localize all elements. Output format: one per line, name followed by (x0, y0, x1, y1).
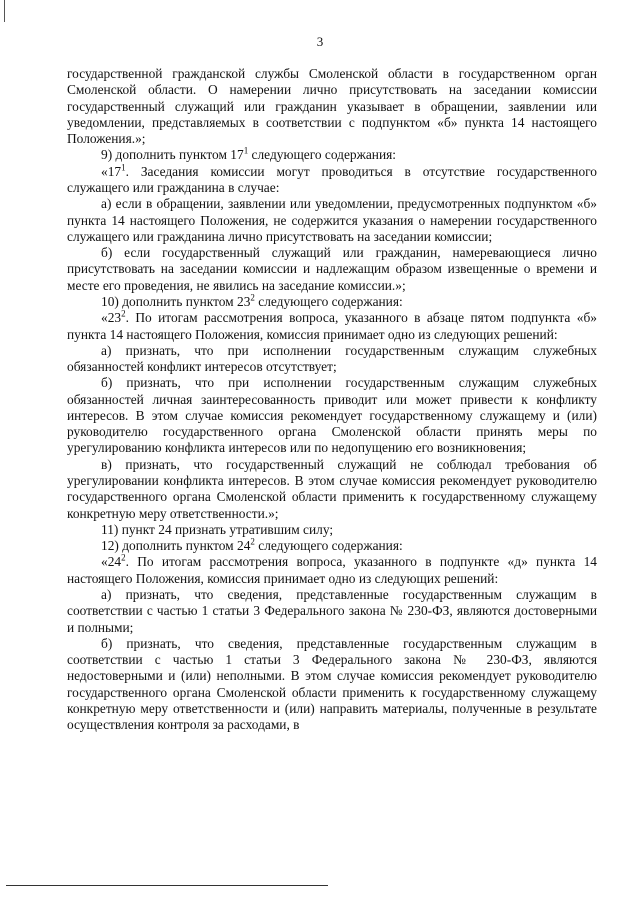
paragraph (67, 457, 597, 522)
paragraph-text: а) если в обращении, заявлении или уведомлении, предусмотренных подпунктом «б» пункта 14 настоящего Положения, не содержится указания о намерении государственного служащего или гражданина лично присутствовать на заседании комиссии; (67, 196, 597, 244)
paragraph (67, 375, 597, 456)
paragraph-text: б) признать, что сведения, представленные государственным служащим в соответствии с частью 1 статьи 3 Федерального закона № 230-ФЗ, являются недостоверными и (или) неполными. В этом случае комиссия рекомендует руководителю государственного органа Смоленской области применить к государственному служащему конкретную меру ответственности и (или) направить материалы, полученные в результате осуществления контроля за расходами, в (67, 635, 597, 733)
paragraph (67, 164, 597, 197)
paragraph-text: б) если государственный служащий или гражданин, намеревающиеся лично присутствовать на заседании комиссии и надлежащим образом извещенные о времени и месте его проведения, не явились на заседание комиссии.»; (67, 245, 597, 293)
paragraph (67, 587, 597, 636)
paragraph (67, 294, 597, 310)
paragraph-text: 10) дополнить пунктом 23 (101, 293, 251, 309)
page-number: 3 (316, 34, 324, 49)
paragraph (67, 636, 597, 734)
paragraph (67, 147, 597, 163)
paragraph (67, 310, 597, 343)
paragraph-text: а) признать, что сведения, представленные государственным служащим в соответствии с частью 1 статьи 3 Федерального закона № 230-ФЗ, являются достоверными и полными; (67, 587, 597, 635)
paragraph-text: следующего содержания: (248, 147, 397, 163)
superscript: 2 (121, 552, 126, 563)
superscript: 1 (121, 162, 126, 173)
paragraph-text: следующего содержания: (254, 293, 403, 309)
scan-edge-mark (4, 0, 5, 22)
paragraph-text: а) признать, что при исполнении государственным служащим служебных обязанностей конфликт интересов отсутствует; (67, 342, 597, 375)
paragraph (67, 538, 597, 554)
paragraph (67, 245, 597, 294)
paragraph-text: следующего содержания: (254, 538, 403, 554)
paragraph (67, 66, 597, 147)
paragraph-text: 11) пункт 24 признать утратившим силу; (101, 521, 334, 537)
paragraph-text: 12) дополнить пунктом 24 (101, 538, 251, 554)
paragraph (67, 196, 597, 245)
paragraph (67, 554, 597, 587)
paragraph-text: . По итогам рассмотрения вопроса, указанного в подпункте «д» пункта 14 настоящего Положения, комиссия принимает одно из следующих решений: (67, 554, 597, 586)
document-body (67, 66, 597, 734)
paragraph-text: «24 (101, 554, 122, 570)
paragraph-text: . Заседания комиссии могут проводиться в отсутствие государственного служащего или гражданина в случае: (67, 163, 597, 195)
paragraph-text: 9) дополнить пунктом 17 (101, 147, 244, 163)
paragraph (67, 343, 597, 376)
superscript: 2 (121, 308, 126, 319)
footnote-rule (6, 885, 328, 886)
paragraph-text: «17 (101, 163, 122, 179)
paragraph-text: «23 (101, 310, 122, 326)
paragraph-text: в) признать, что государственный служащий не соблюдал требования об урегулировании конфликта интересов. В этом случае комиссия рекомендует руководителю государственного органа Смоленской области применить к государственному служащему конкретную меру ответственности.»; (67, 456, 597, 521)
superscript: 2 (250, 292, 255, 303)
paragraph-text: б) признать, что при исполнении государственным служащим служебных обязанностей личная заинтересованность приводит или может привести к конфликту интересов. В этом случае комиссия рекомендует государственному служащему и (или) руководителю государственного органа Смоленской области принять меры по урегулированию конфликта интересов или по недопущению его возникновения; (67, 375, 597, 456)
paragraph-text: государственной гражданской службы Смоленской области в государственном орган Смоленской области. О намерении лично присутствовать на заседании комиссии государственный служащий или гражданин указывает в обращении, заявлении или уведомлении, представляемых в соответствии с подпунктом «б» пункта 14 настоящего Положения.»; (67, 66, 597, 147)
paragraph-text: . По итогам рассмотрения вопроса, указанного в абзаце пятом подпункта «б» пункта 14 настоящего Положения, комиссия принимает одно из следующих решений: (67, 310, 597, 342)
paragraph (67, 522, 597, 538)
superscript: 2 (250, 536, 255, 547)
superscript: 1 (243, 145, 249, 156)
